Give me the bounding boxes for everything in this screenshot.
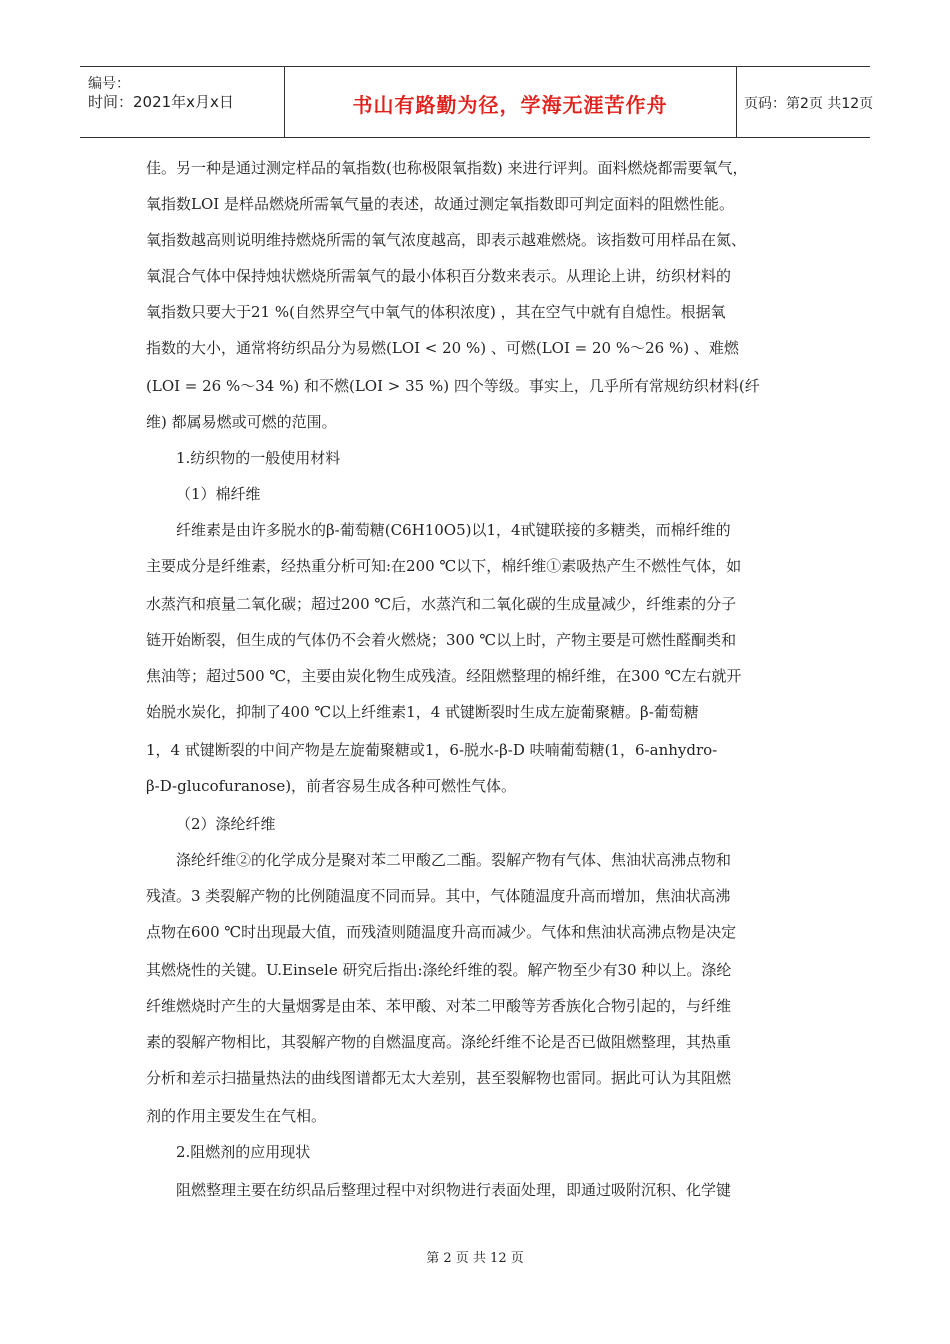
body-line: 阻燃整理主要在纺织品后整理过程中对织物进行表面处理，即通过吸附沉积、化学键 xyxy=(176,1181,732,1199)
page-header xyxy=(80,66,874,138)
header-motto-cell xyxy=(284,67,737,137)
header-page-info: 页码：第2页 共12页 xyxy=(744,96,874,112)
body-line: 素的裂解产物相比，其裂解产物的自燃温度高。涤纶纤维不论是否已做阻燃整理，其热重 xyxy=(146,1033,732,1051)
body-line: 佳。另一种是通过测定样品的氧指数(也称极限氧指数) 来进行评判。面料燃烧都需要氧气， xyxy=(146,159,748,177)
date-label: 时间：2021年x月x日 xyxy=(88,93,234,111)
body-line: (LOI = 26 %～34 %) 和不燃(LOI > 35 %) 四个等级。事实上，几乎所有常规纺织材料(纤 xyxy=(146,377,760,395)
body-line: 水蒸汽和痕量二氧化碳；超过200 ℃后，水蒸汽和二氧化碳的生成量减少，纤维素的分子 xyxy=(146,595,737,613)
body-line: 剂的作用主要发生在气相。 xyxy=(146,1107,327,1125)
motto-text: 书山有路勤为径，学海无涯苦作舟 xyxy=(352,93,668,117)
body-line: 氧指数越高则说明维持燃烧所需的氧气浓度越高，即表示越难燃烧。该指数可用样品在氮、 xyxy=(146,231,747,249)
body-line: 氧指数只要大于21 %(自然界空气中氧气的体积浓度) ，其在空气中就有自熄性。根据氧 xyxy=(146,303,726,321)
section-heading: 2.阻燃剂的应用现状 xyxy=(176,1143,311,1161)
body-line: β-D-glucofuranose)，前者容易生成各种可燃性气体。 xyxy=(146,777,517,795)
body-line: 分析和差示扫描量热法的曲线图谱都无太大差别，甚至裂解物也雷同。据此可认为其阻燃 xyxy=(146,1069,732,1087)
subsection-heading: （1）棉纤维 xyxy=(176,485,261,503)
body-line: 其燃烧性的关键。U.Einsele 研究后指出:涤纶纤维的裂。解产物至少有30 种以上。涤纶 xyxy=(146,961,732,979)
body-line: 涤纶纤维②的化学成分是聚对苯二甲酸乙二酯。裂解产物有气体、焦油状高沸点物和 xyxy=(176,851,732,869)
page-footer: 第 2 页 共 12 页 xyxy=(426,1251,524,1266)
body-line: 残渣。3 类裂解产物的比例随温度不同而异。其中，气体随温度升高而增加，焦油状高沸 xyxy=(146,887,731,905)
body-line: 焦油等；超过500 ℃，主要由炭化物生成残渣。经阻燃整理的棉纤维，在300 ℃左右就开 xyxy=(146,667,742,685)
body-line: 纤维素是由许多脱水的β-葡萄糖(C6H10O5)以1，4甙键联接的多糖类，而棉纤维的 xyxy=(176,521,731,539)
body-line: 氧指数LOI 是样品燃烧所需氧气量的表述，故通过测定氧指数即可判定面料的阻燃性能。 xyxy=(146,195,734,213)
subsection-heading: （2）涤纶纤维 xyxy=(176,815,276,833)
body-line: 指数的大小，通常将纺织品分为易燃(LOI < 20 %) 、可燃(LOI = 20 %～26 %) 、难燃 xyxy=(146,339,739,357)
body-line: 氧混合气体中保持烛状燃烧所需氧气的最小体积百分数来表示。从理论上讲，纺织材料的 xyxy=(146,267,732,285)
number-label: 编号： xyxy=(88,76,130,92)
section-heading: 1.纺织物的一般使用材料 xyxy=(176,449,341,467)
body-line: 纤维燃烧时产生的大量烟雾是由苯、苯甲酸、对苯二甲酸等芳香族化合物引起的，与纤维 xyxy=(146,997,732,1015)
body-line: 点物在600 ℃时出现最大值，而残渣则随温度升高而减少。气体和焦油状高沸点物是决定 xyxy=(146,923,737,941)
header-meta-cell xyxy=(80,67,285,137)
body-line: 主要成分是纤维素，经热重分析可知:在200 ℃以下，棉纤维①素吸热产生不燃性气体，如 xyxy=(146,557,742,575)
body-line: 始脱水炭化，抑制了400 ℃以上纤维素1，4 甙键断裂时生成左旋葡聚糖。β-葡萄糖 xyxy=(146,703,699,721)
header-page-cell xyxy=(736,67,874,137)
body-line: 链开始断裂，但生成的气体仍不会着火燃烧；300 ℃以上时，产物主要是可燃性醛酮类和 xyxy=(146,631,737,649)
body-line: 维) 都属易燃或可燃的范围。 xyxy=(146,413,337,431)
body-line: 1，4 甙键断裂的中间产物是左旋葡聚糖或1，6-脱水-β-D 呋喃葡萄糖(1，6-anhydro- xyxy=(146,741,718,759)
